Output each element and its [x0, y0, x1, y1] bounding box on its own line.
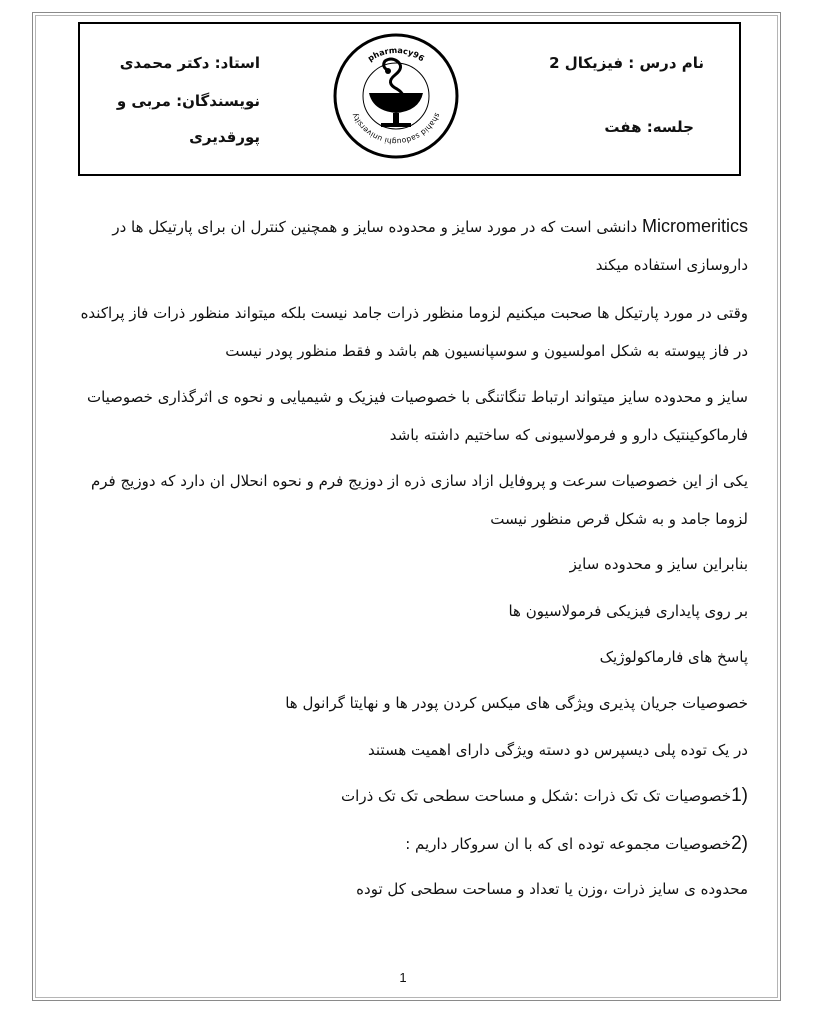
paragraph-10: محدوده ی سایز ذرات ،وزن یا تعداد و مساحت سطحی کل توده	[356, 880, 748, 898]
paragraph-3: سایز و محدوده سایز میتواند ارتباط تنگاتنگی با خصوصیات فیزیک و شیمیایی و نحوه ی اثرگذاری خصوصیات فارماکوکینتیک دارو و فرمولاسیونی که ساختیم داشته باشد	[86, 388, 748, 444]
paragraph-9: در یک توده پلی دیسپرس دو دسته ویژگی دارای اهمیت هستند	[368, 741, 748, 759]
authors-value-2: پورقدیری	[189, 128, 260, 146]
paragraph-2: وقتی در مورد پارتیکل ها صحبت میکنیم لزوما منظور ذرات جامد نیست بلکه میتواند منظور ذرات فاز پراکنده در فاز پیوسته به شکل امولسیون و سوسپانسیون هم باشد و فقط منظور پودر نیست	[80, 304, 748, 360]
list-item-1-text: خصوصیات تک تک ذرات :شکل و مساحت سطحی تک تک ذرات	[341, 787, 732, 805]
logo-top-text: pharmacy96	[366, 45, 426, 64]
paragraph-5: بنابراین سایز و محدوده سایز	[569, 555, 748, 573]
session-label: جلسه:	[646, 118, 694, 136]
professor-label: استاد:	[214, 54, 260, 72]
paragraph-4: یکی از این خصوصیات سرعت و پروفایل ازاد سازی ذره از دوزیج فرم و نحوه انحلال ان دارد که دوزیج فرم لزوما جامد و به شکل قرص منظور نیست	[90, 472, 748, 528]
session-line	[604, 118, 694, 136]
logo-bottom-text: shahid sadoughi university	[349, 111, 443, 147]
list-item-2-text: خصوصیات مجموعه توده ای که با ان سروکار داریم :	[405, 835, 732, 853]
professor-value: دکتر محمدی	[119, 54, 210, 72]
paragraph-6: بر روی پایداری فیزیکی فرمولاسیون ها	[508, 602, 748, 620]
list-number-2: 2)	[731, 833, 748, 854]
session-value: هفت	[604, 118, 642, 136]
authors-value-1: مربی و	[116, 92, 171, 110]
term-micromeritics: Micromeritics	[642, 216, 748, 236]
course-title	[549, 54, 704, 72]
authors-line	[117, 92, 260, 110]
paragraph-8: خصوصیات جریان پذیری ویژگی های میکس کردن پودر ها و نهایتا گرانول ها	[285, 694, 748, 712]
list-item-2	[76, 825, 748, 863]
authors-label: نویسندگان:	[176, 92, 260, 110]
professor-line	[120, 54, 260, 72]
course-value: فیزیکال 2	[549, 54, 624, 72]
list-item-1	[76, 777, 748, 815]
authors-line-2	[189, 128, 260, 146]
course-label: نام درس :	[628, 54, 704, 72]
list-number-1: 1)	[731, 785, 748, 806]
paragraph-1-text: دانشی است که در مورد سایز و محدوده سایز و همچنین کنترل ان برای پارتیکل ها در داروسازی استفاده میکند	[112, 218, 748, 274]
paragraph-1	[76, 207, 748, 284]
pharmacy-logo	[331, 31, 461, 161]
paragraph-7: پاسخ های فارماکولوژیک	[599, 648, 748, 666]
page-number: 1	[399, 970, 407, 985]
